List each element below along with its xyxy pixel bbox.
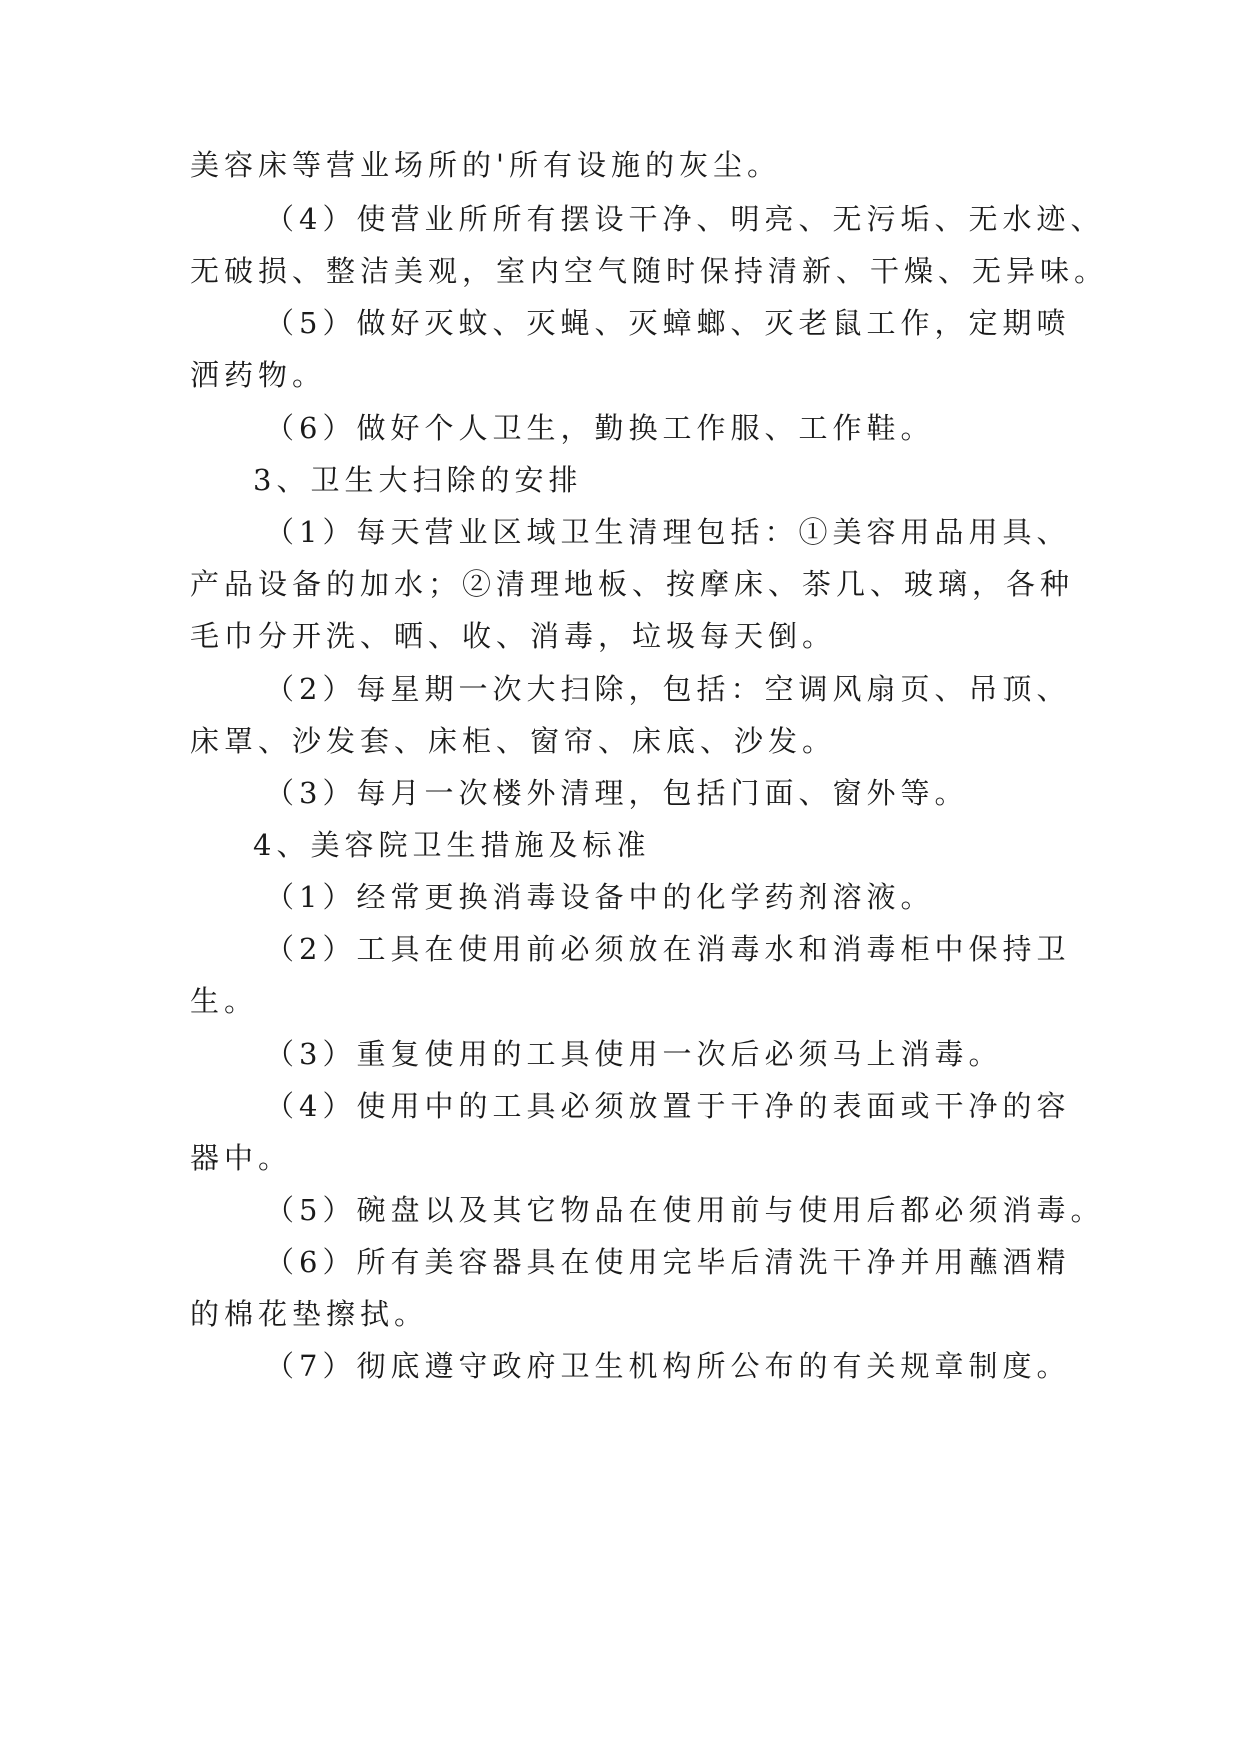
- text-line: （7）彻底遵守政府卫生机构所公布的有关规章制度。: [265, 1349, 1071, 1383]
- text-line: 美容床等营业场所的'所有设施的灰尘。: [190, 148, 781, 182]
- text-line: 床罩、沙发套、床柜、窗帘、床底、沙发。: [190, 724, 837, 758]
- text-line: （1）经常更换消毒设备中的化学药剂溶液。: [265, 880, 935, 914]
- text-line: （4）使用中的工具必须放置于干净的表面或干净的容: [265, 1089, 1071, 1123]
- text-line: （2）每星期一次大扫除，包括：空调风扇页、吊顶、: [265, 672, 1071, 706]
- text-line: 毛巾分开洗、晒、收、消毒，垃圾每天倒。: [190, 619, 837, 653]
- text-line: 洒药物。: [190, 358, 327, 392]
- text-line: （2）工具在使用前必须放在消毒水和消毒柜中保持卫: [265, 932, 1071, 966]
- text-line: 无破损、整洁美观，室内空气随时保持清新、干燥、无异味。: [190, 254, 1109, 288]
- section-heading: 3、卫生大扫除的安排: [253, 463, 583, 497]
- section-heading: 4、美容院卫生措施及标准: [253, 828, 651, 862]
- text-line: （5）做好灭蚊、灭蝇、灭蟑螂、灭老鼠工作，定期喷: [265, 306, 1071, 340]
- text-line: （4）使营业所所有摆设干净、明亮、无污垢、无水迹、: [265, 202, 1105, 236]
- text-line: （3）每月一次楼外清理，包括门面、窗外等。: [265, 776, 969, 810]
- text-line: （1）每天营业区域卫生清理包括：①美容用品用具、: [265, 515, 1071, 549]
- text-line: 生。: [190, 984, 259, 1018]
- text-line: （3）重复使用的工具使用一次后必须马上消毒。: [265, 1037, 1003, 1071]
- text-line: （6）所有美容器具在使用完毕后清洗干净并用蘸酒精: [265, 1245, 1071, 1279]
- text-line: 器中。: [190, 1141, 293, 1175]
- text-line: （5）碗盘以及其它物品在使用前与使用后都必须消毒。: [265, 1193, 1105, 1227]
- text-line: （6）做好个人卫生，勤换工作服、工作鞋。: [265, 411, 935, 445]
- text-line: 的棉花垫擦拭。: [190, 1297, 429, 1331]
- text-line: 产品设备的加水；②清理地板、按摩床、茶几、玻璃，各种: [190, 567, 1075, 601]
